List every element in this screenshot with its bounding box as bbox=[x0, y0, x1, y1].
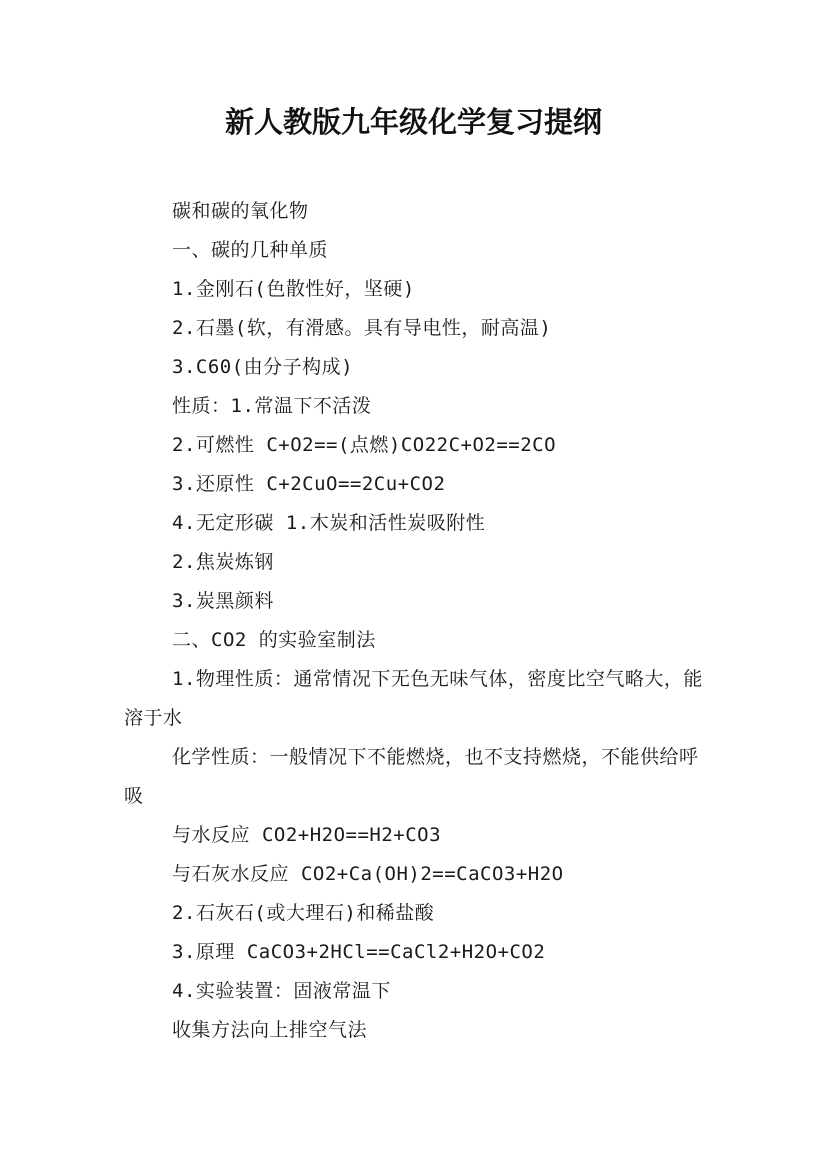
paragraph: 一、碳的几种单质 bbox=[172, 239, 329, 261]
paragraph: 3.C60(由分子构成) bbox=[172, 356, 354, 378]
paragraph: 二、CO2 的实验室制法 bbox=[172, 629, 376, 651]
paragraph: 碳和碳的氧化物 bbox=[172, 200, 309, 222]
paragraph: 2.石墨(软，有滑感。具有导电性，耐高温) bbox=[172, 317, 552, 339]
document-title: 新人教版九年级化学复习提纲 bbox=[224, 105, 602, 139]
paragraph: 2.可燃性 C+O2==(点燃)CO22C+O2==2CO bbox=[172, 434, 557, 456]
document-body bbox=[124, 192, 706, 1050]
paragraph: 3.原理 CaCO3+2HCl==CaCl2+H2O+CO2 bbox=[172, 941, 546, 963]
paragraph: 4.实验装置：固液常温下 bbox=[172, 980, 391, 1002]
paragraph: 3.炭黑颜料 bbox=[172, 590, 274, 612]
paragraph: 化学性质：一般情况下不能燃烧，也不支持燃烧，不能供给呼吸 bbox=[124, 746, 699, 807]
paragraph: 收集方法向上排空气法 bbox=[172, 1019, 368, 1041]
paragraph: 1.金刚石(色散性好，坚硬) bbox=[172, 278, 415, 300]
paragraph: 2.石灰石(或大理石)和稀盐酸 bbox=[172, 902, 435, 924]
paragraph: 4.无定形碳 1.木炭和活性炭吸附性 bbox=[172, 512, 486, 534]
paragraph: 与水反应 CO2+H2O==H2+CO3 bbox=[172, 824, 442, 846]
paragraph: 1.物理性质：通常情况下无色无味气体，密度比空气略大，能溶于水 bbox=[124, 668, 703, 729]
paragraph: 2.焦炭炼钢 bbox=[172, 551, 274, 573]
paragraph: 3.还原性 C+2CuO==2Cu+CO2 bbox=[172, 473, 446, 495]
paragraph: 与石灰水反应 CO2+Ca(OH)2==CaCO3+H2O bbox=[172, 863, 564, 885]
paragraph: 性质：1.常温下不活泼 bbox=[172, 395, 372, 417]
